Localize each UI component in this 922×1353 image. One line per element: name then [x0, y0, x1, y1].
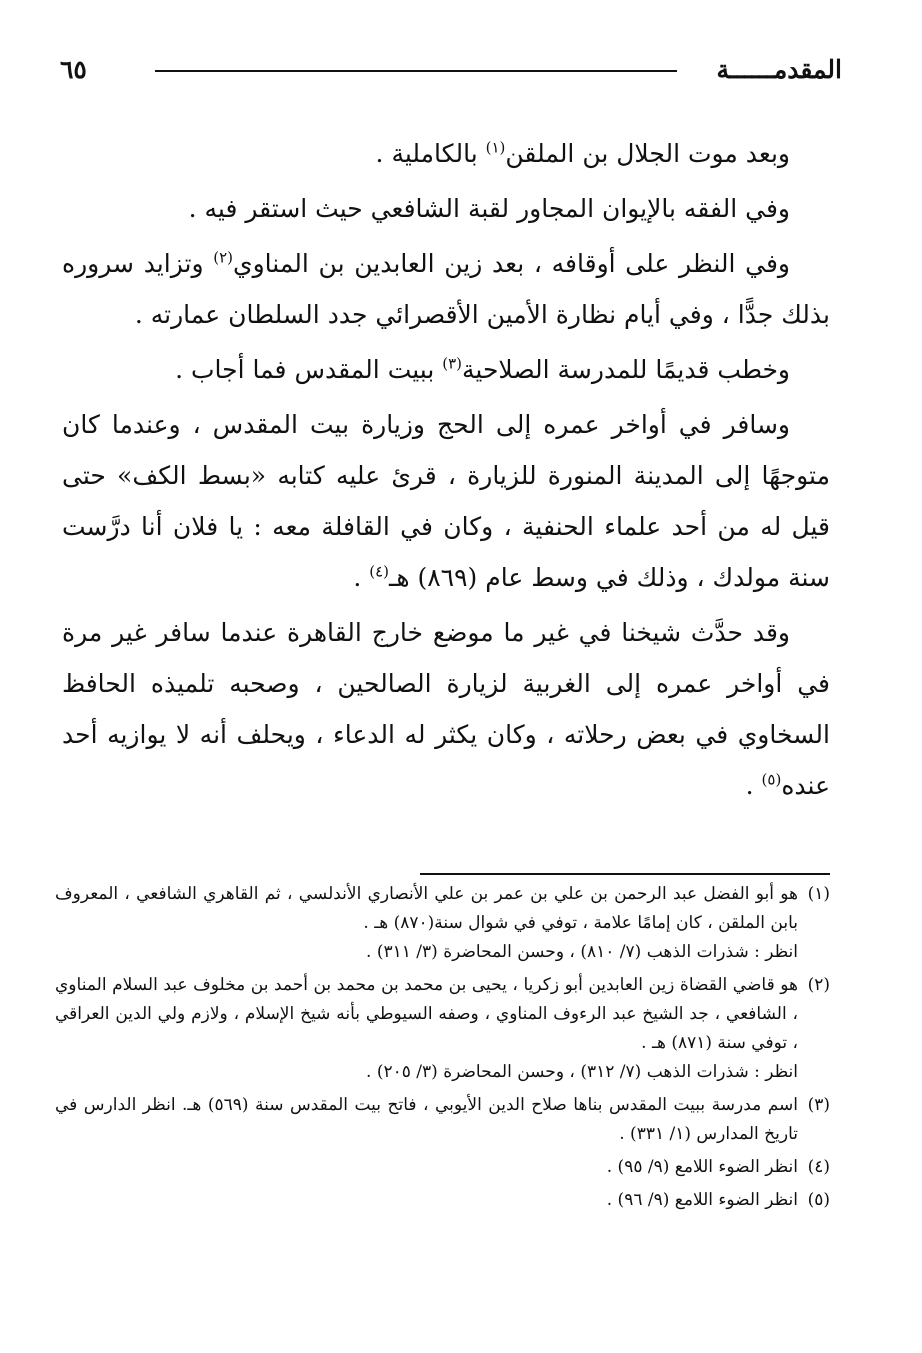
footnote-ref-1: (١)	[485, 138, 506, 157]
footnote-see-also: انظر : شذرات الذهب (٧/ ٨١٠) ، وحسن المحاضرة (٣/ ٣١١) .	[366, 942, 798, 962]
footnote-number: (١)	[807, 884, 830, 904]
paragraph-1: وبعد موت الجلال بن الملقن$^{(١)}$ بالكاملية .	[375, 138, 790, 168]
header-title: المقدمــــــة	[716, 55, 842, 84]
footnote-text: انظر الضوء اللامع (٩/ ٩٦) .	[606, 1190, 798, 1210]
paragraph-6: وقد حدَّث شيخنا في غير ما موضع خارج القاهرة عندما سافر غير مرة في أواخر عمره إلى الغربية لزيارة الصالحين ، وصحبه تلميذه الحافظ السخاوي في بعض رحلاته ، وكان يكثر له الدعاء ، ويحلف أنه لا يوازيه أحد عنده$^{(٥)}$ .	[62, 618, 830, 800]
footnote-1	[55, 880, 830, 967]
footnote-3	[55, 1091, 830, 1149]
main-text	[62, 128, 830, 815]
footnote-2	[55, 971, 830, 1087]
footnote-number: (٤)	[807, 1157, 830, 1177]
page-number: ٦٥	[60, 55, 87, 84]
footnote-text: انظر الضوء اللامع (٩/ ٩٥) .	[606, 1157, 798, 1177]
footnote-4	[55, 1153, 830, 1182]
paragraph-3: وفي النظر على أوقافه ، بعد زين العابدين بن المناوي$^{(٢)}$ وتزايد سروره بذلك جدًّا ، وفي أيام نظارة الأمين الأقصرائي جدد السلطان عمارته .	[62, 248, 830, 329]
paragraph-4: وخطب قديمًا للمدرسة الصلاحية$^{(٣)}$ ببيت المقدس فما أجاب .	[175, 354, 790, 384]
header-rule	[155, 70, 677, 72]
paragraph-5: وسافر في أواخر عمره إلى الحج وزيارة بيت المقدس ، وعندما كان متوجهًا إلى المدينة المنورة للزيارة ، قرئ عليه كتابه «بسط الكف» حتى قيل له من أحد علماء الحنفية ، وكان في القافلة معه : يا فلان أنا درَّست سنة مولدك ، وذلك في وسط عام (٨٦٩) هـ$^{(٤)}$ .	[62, 410, 830, 592]
footnote-text: هو أبو الفضل عبد الرحمن بن علي بن عمر بن علي الأنصاري الأندلسي ، ثم القاهري الشافعي ، المعروف بابن الملقن ، كان إمامًا علامة ، توفي في شوال سنة(٨٧٠) هـ .	[55, 884, 798, 933]
paragraph-2: وفي الفقه بالإيوان المجاور لقبة الشافعي حيث استقر فيه .	[188, 194, 790, 223]
footnote-number: (٢)	[807, 975, 830, 995]
footnote-ref-3: (٣)	[442, 354, 463, 373]
footnote-5	[55, 1186, 830, 1215]
footnote-text: هو قاضي القضاة زين العابدين أبو زكريا ، يحيى بن محمد بن محمد بن أحمد بن مخلوف عبد السلام المناوي ، الشافعي ، جد الشيخ عبد الرءوف المناوي ، وصفه السيوطي بأنه شيخ الإسلام ، ولازم ولي الدين العراقي ، توفي سنة (٨٧١) هـ .	[55, 975, 798, 1053]
footnote-see-also: انظر : شذرات الذهب (٧/ ٣١٢) ، وحسن المحاضرة (٣/ ٢٠٥) .	[366, 1062, 798, 1082]
footnote-ref-4: (٤)	[369, 562, 390, 581]
footnote-number: (٣)	[807, 1095, 830, 1115]
footnote-separator	[420, 873, 830, 875]
footnote-ref-5: (٥)	[761, 770, 782, 789]
footnote-ref-2: (٢)	[213, 248, 234, 267]
footnote-text: اسم مدرسة ببيت المقدس بناها صلاح الدين الأيوبي ، فاتح بيت المقدس سنة (٥٦٩) هـ. انظر الدارس في تاريخ المدارس (١/ ٣٣١) .	[55, 1095, 798, 1144]
footnotes	[55, 880, 830, 1219]
footnote-number: (٥)	[807, 1190, 830, 1210]
running-header	[60, 50, 842, 90]
